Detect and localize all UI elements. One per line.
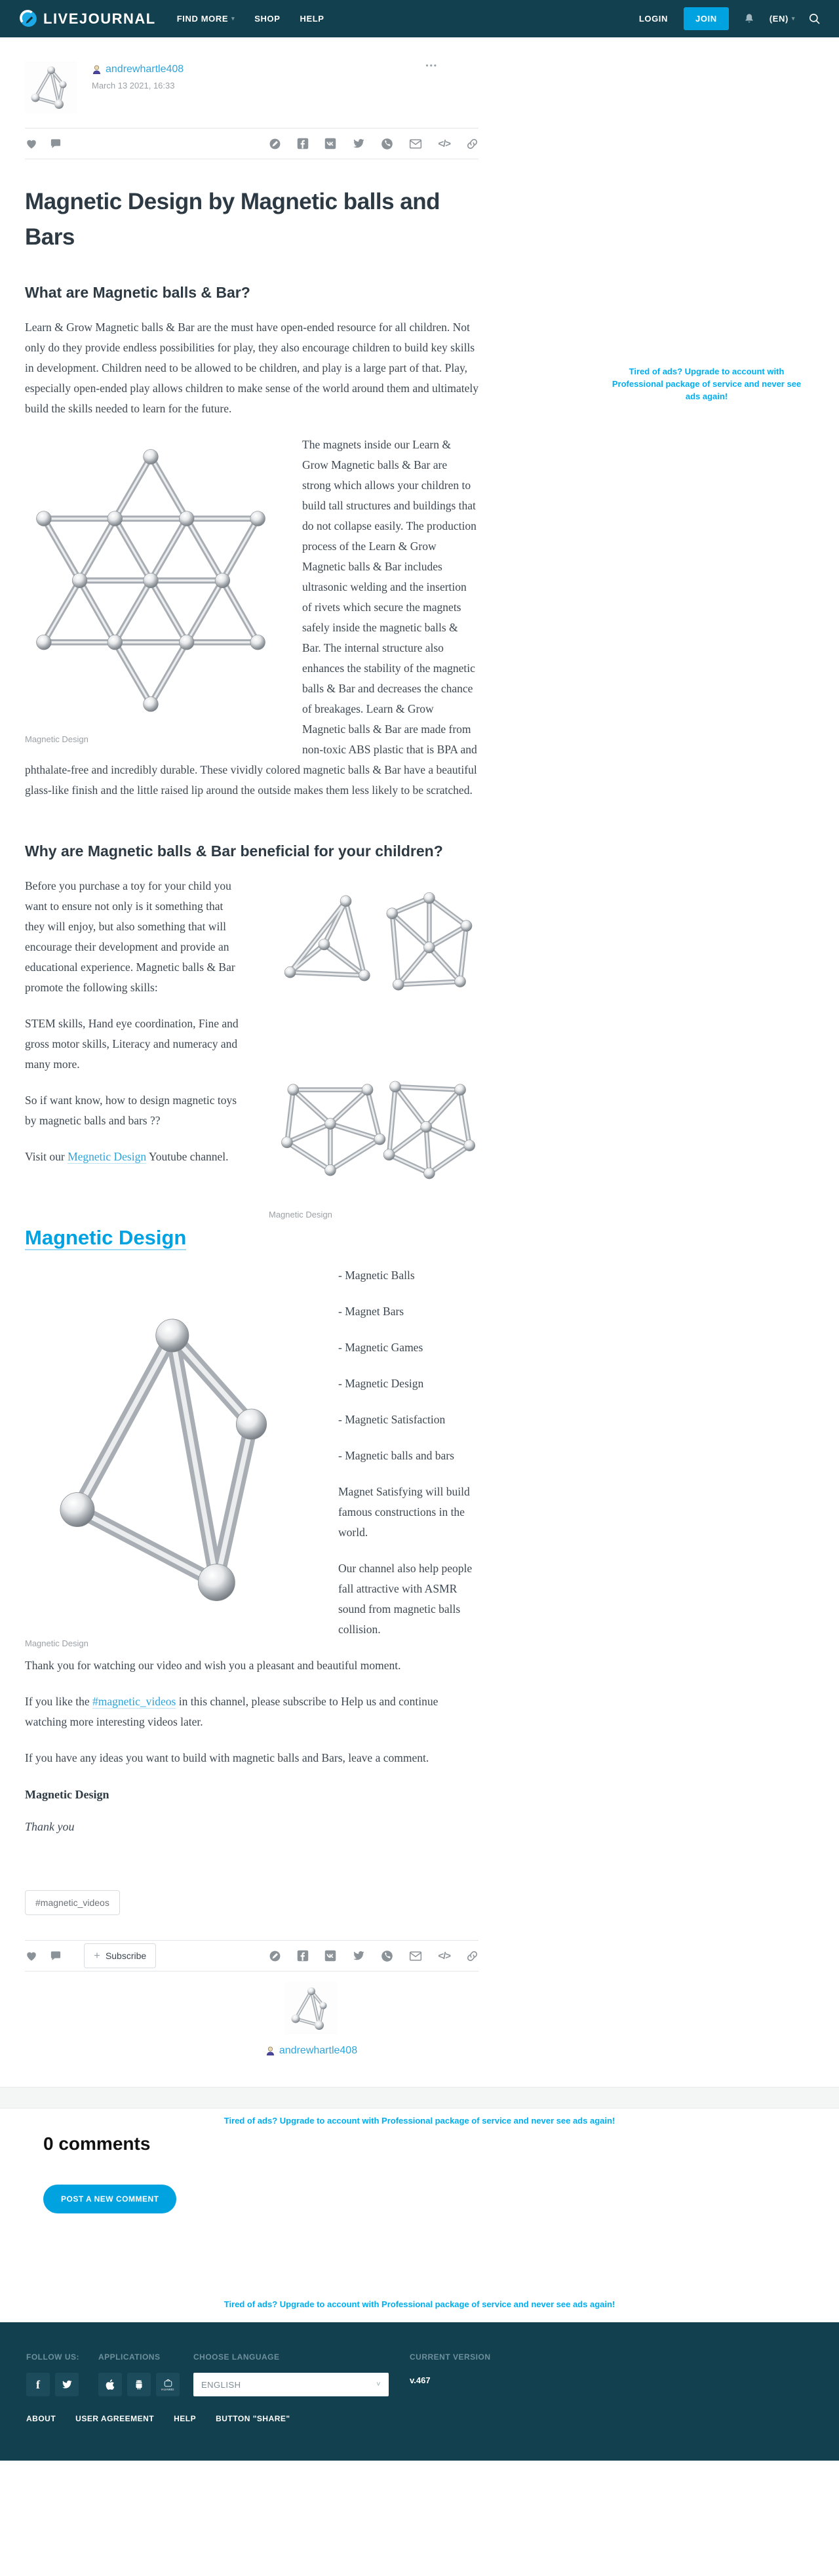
header-right <box>639 7 821 30</box>
main-nav <box>177 14 344 24</box>
visit-prefix: Visit our <box>25 1150 68 1163</box>
list-item: - Magnetic Balls <box>338 1269 415 1282</box>
embed-code-icon[interactable]: </> <box>438 1950 450 1962</box>
facebook-icon[interactable] <box>297 138 309 149</box>
sidebar-upgrade-ad[interactable]: Tired of ads? Upgrade to account with Professional package of service and never see ads again! <box>612 367 802 401</box>
comment-bubble-icon[interactable] <box>49 138 62 150</box>
applications-label: APPLICATIONS <box>98 2352 161 2362</box>
embed-code-icon[interactable]: </> <box>438 138 450 149</box>
footer-link-help[interactable]: HELP <box>174 2414 197 2423</box>
watch-paragraph: Thank you for watching our video and wish you a pleasant and beautiful moment. <box>25 1659 401 1672</box>
notifications-bell-icon[interactable] <box>743 12 755 25</box>
footer-links <box>26 2414 813 2423</box>
android-app-icon[interactable] <box>127 2373 151 2396</box>
search-icon[interactable] <box>808 12 821 25</box>
figure-tetrahedron <box>25 1263 313 1648</box>
author-username-link[interactable]: andrewhartle408 <box>279 2045 358 2056</box>
post-title: Magnetic Design by Magnetic balls and Bars <box>25 189 440 250</box>
post-article <box>25 184 478 1834</box>
huawei-label: HUAWEI <box>161 2387 174 2391</box>
apple-app-icon[interactable] <box>98 2373 122 2396</box>
post-date: March 13 2021, 16:33 <box>92 81 175 90</box>
twitter-icon[interactable] <box>55 2373 79 2396</box>
magnetic-design-channel-link[interactable]: Magnetic Design <box>25 1226 187 1249</box>
link-icon[interactable] <box>466 1950 478 1962</box>
post-comment-button[interactable]: POST A NEW COMMENT <box>43 2185 176 2213</box>
plus-icon: + <box>94 1949 100 1962</box>
link-icon[interactable] <box>466 138 478 150</box>
intro-paragraph: Learn & Grow Magnetic balls & Bar are the must have open-ended resource for all children. Not only do they provide endless possibilities for play, they also encourage children to build key skills in development. Children need to be allowed to be children, and play is a large part of that. Play, especially open-ended play allows children to make sense of the world around them and ultimately build the skills needed to learn for the future. <box>25 321 479 415</box>
facebook-icon[interactable] <box>297 1950 309 1962</box>
upgrade-ad-link[interactable]: Tired of ads? Upgrade to account with Professional package of service and never see ads again! <box>224 2116 615 2126</box>
author-username-link[interactable]: andrewhartle408 <box>106 64 184 75</box>
visit-suffix: Youtube channel. <box>146 1150 229 1163</box>
section-divider-band <box>0 2087 839 2109</box>
share-bar-bottom <box>25 1940 478 1972</box>
megnetic-design-link[interactable]: Megnetic Design <box>68 1150 147 1163</box>
magnetic-videos-hashtag-link[interactable]: #magnetic_videos <box>92 1695 176 1708</box>
figure-star-structure <box>25 432 277 744</box>
like-suffix: in this channel, please subscribe to Help us and continue watching more interesting videos later. <box>25 1695 439 1728</box>
facebook-icon[interactable]: f <box>26 2373 50 2396</box>
site-header <box>0 0 839 37</box>
list-item: - Magnetic Satisfaction <box>338 1413 446 1426</box>
comments-count: 0 comments <box>43 2133 151 2154</box>
footer-link-about[interactable]: ABOUT <box>26 2414 56 2423</box>
figure-four-shapes <box>269 873 478 1219</box>
language-menu[interactable] <box>770 14 795 24</box>
language-select[interactable] <box>193 2373 389 2396</box>
ideas-paragraph: If you have any ideas you want to build with magnetic balls and Bars, leave a comment. <box>25 1751 429 1764</box>
nav-shop[interactable]: SHOP <box>254 14 281 24</box>
nav-find-more[interactable] <box>177 14 235 24</box>
user-icon <box>265 2046 275 2056</box>
login-link[interactable]: LOGIN <box>638 14 668 24</box>
share-bar-top <box>25 128 478 159</box>
like-heart-icon[interactable] <box>25 1950 38 1962</box>
post-author-footer <box>236 1982 387 2057</box>
list-item: - Magnetic Games <box>338 1341 423 1354</box>
userpic-image <box>285 1982 338 2034</box>
subscribe-label: Subscribe <box>105 1951 147 1961</box>
like-heart-icon[interactable] <box>25 138 38 150</box>
list-item: - Magnet Bars <box>338 1305 404 1318</box>
before-paragraph: Before you purchase a toy for your child you want to ensure not only is it something that they will enjoy, but also something that will encourage their development and provide an educational experience. Magnetic balls & Bar promote the following skills: <box>25 879 235 994</box>
avatar[interactable] <box>25 61 77 113</box>
chevron-down-icon: ˅ <box>376 2381 381 2388</box>
userpic-image <box>25 61 77 113</box>
figure1-caption: Magnetic Design <box>25 734 88 744</box>
like-paragraph <box>25 1692 478 1732</box>
livejournal-logo-icon <box>20 10 37 28</box>
tag-magnetic-videos[interactable]: #magnetic_videos <box>25 1890 120 1915</box>
upgrade-ad-link[interactable]: Tired of ads? Upgrade to account with Professional package of service and never see ads again! <box>224 2299 615 2309</box>
choose-language-label: CHOOSE LANGUAGE <box>193 2352 280 2362</box>
user-icon <box>92 64 102 75</box>
post-column <box>25 37 478 2057</box>
avatar[interactable] <box>285 1982 338 2034</box>
livejournal-logo[interactable] <box>20 10 156 28</box>
post-image-star <box>25 432 277 726</box>
skills-paragraph: STEM skills, Hand eye coordination, Fine and gross motor skills, Literacy and numeracy and many more. <box>25 1017 239 1071</box>
vk-icon[interactable] <box>324 1950 336 1962</box>
nav-help[interactable]: HELP <box>300 14 324 24</box>
twitter-icon[interactable] <box>352 1950 365 1962</box>
so-paragraph: So if want know, how to design magnetic toys by magnetic balls and bars ?? <box>25 1094 237 1127</box>
figure3-caption: Magnetic Design <box>25 1638 88 1648</box>
post-image-shapes <box>269 873 478 1201</box>
channel-heading <box>25 1226 478 1250</box>
language-label: (EN) <box>769 14 789 24</box>
figure2-caption: Magnetic Design <box>269 1210 332 1219</box>
section-heading-what: What are Magnetic balls & Bar? <box>25 284 250 301</box>
build-paragraph: Magnet Satisfying will build famous constructions in the world. <box>338 1485 470 1539</box>
vk-icon[interactable] <box>324 138 336 149</box>
livejournal-share-icon[interactable] <box>269 1950 281 1962</box>
like-prefix: If you like the <box>25 1695 93 1708</box>
magnets-paragraph: The magnets inside our Learn & Grow Magnetic balls & Bar are strong which allows your children to build tall structures and buildings that do not collapse easily. The production process of the Learn & Grow Magnetic balls & Bar includes ultrasonic welding and the insertion of rivets which secure the magnets safely inside the magnetic balls & Bar. The internal structure also enhances the stability of the magnetic balls & Bar and decreases the chance of breakages. Learn & Grow Magnetic balls & Bar are made from non-toxic ABS plastic that is BPA and phthalate-free and incredibly durable. These vividly colored magnetic balls & Bar have a beautiful glass-like finish and the little raised lip around the outside makes them less likely to be scratched. <box>25 438 477 797</box>
post-options-button[interactable]: ••• <box>425 61 438 70</box>
email-icon[interactable] <box>409 1951 422 1962</box>
post-image-tetrahedron <box>25 1263 313 1630</box>
list-item: - Magnetic balls and bars <box>338 1449 454 1462</box>
chevron-down-icon: ▾ <box>791 15 795 22</box>
comment-bubble-icon[interactable] <box>49 1950 62 1962</box>
email-icon[interactable] <box>409 138 422 149</box>
signature: Magnetic Design <box>25 1788 109 1801</box>
byline <box>92 61 184 113</box>
footer-link-user-agreement[interactable]: USER AGREEMENT <box>75 2414 155 2423</box>
whatsapp-icon[interactable] <box>381 138 393 150</box>
thank-you-note: Thank you <box>25 1820 75 1833</box>
footer-link-button-share[interactable]: BUTTON "SHARE" <box>216 2414 290 2423</box>
section-heading-why: Why are Magnetic balls & Bar beneficial for your children? <box>25 842 443 860</box>
site-footer <box>0 2322 839 2461</box>
current-version-label: CURRENT VERSION <box>410 2352 491 2362</box>
post-meta <box>25 37 478 113</box>
huawei-appgallery-icon[interactable] <box>156 2373 180 2396</box>
version-number: v.467 <box>410 2375 431 2385</box>
language-value: ENGLISH <box>201 2379 241 2390</box>
spacer <box>0 2213 839 2292</box>
follow-us-label: FOLLOW US: <box>26 2352 79 2362</box>
list-item: - Magnetic Design <box>338 1377 424 1390</box>
nav-find-more-label: FIND MORE <box>176 14 229 24</box>
twitter-icon[interactable] <box>352 138 365 149</box>
asmr-paragraph: Our channel also help people fall attractive with ASMR sound from magnetic balls collision. <box>338 1562 473 1636</box>
whatsapp-icon[interactable] <box>381 1950 393 1962</box>
chevron-down-icon: ▾ <box>231 15 235 22</box>
livejournal-share-icon[interactable] <box>269 138 281 150</box>
logo-text: LIVEJOURNAL <box>43 10 156 27</box>
page-body <box>0 37 839 2057</box>
join-button[interactable]: JOIN <box>684 7 729 30</box>
comments-section <box>43 2133 839 2213</box>
subscribe-button[interactable] <box>84 1943 156 1968</box>
